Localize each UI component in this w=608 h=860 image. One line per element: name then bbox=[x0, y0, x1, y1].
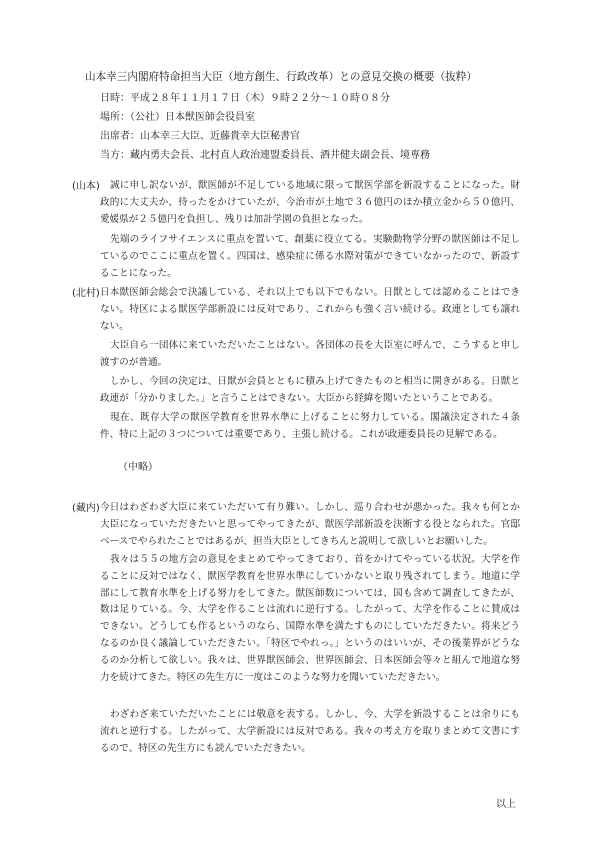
meeting-place: 場所：（公社）日本獣医師会役員室 bbox=[100, 112, 255, 123]
speaker-label-kitamura: (北村) bbox=[72, 288, 100, 299]
kitamura-paragraph-2: 大臣自ら一団体に来ていただいたことはない。各団体の長を大臣室に呼んで、こうすると申し渡すのが普通。 bbox=[100, 340, 520, 368]
kitamura-paragraph-1: 日本獣医師会総会で決議している、それ以上でも以下でもない。日獣としては認めることはできない。特区による獣医学部新設には反対であり、これからも強く言い続ける。政連としても譲れない。 bbox=[100, 287, 520, 332]
yamamoto-paragraph-1: 誠に申し訳ないが、獣医師が不足している地域に限って獣医学部を新設することになった。財政的に大丈夫か、待ったをかけていたが、今治市が土地で３６億円のほか積立金から５０億円、愛媛県が２５億円を負担し、残りは加計学園の負担となった。 bbox=[100, 180, 520, 225]
kurauchi-paragraph-3: わざわざ来ていただいたことには敬意を表する。しかし、今、大学を新設することは余りにも流れと逆行する。したがって、大学新設には反対である。我々の考え方を取りまとめて文書にするので、特区の先生方にも読んでいただきたい。 bbox=[100, 709, 520, 754]
meeting-datetime: 日時：平成２８年１１月１７日（木）９時２２分～１０時０８分 bbox=[100, 93, 390, 104]
kurauchi-paragraph-2: 我々は５５の地方会の意見をまとめてやってきており、首をかけてやっている状況。大学を作ることに反対ではなく、獣医学教育を世界水準にしていかないと取り残されてしまう。地道に学部にして教育水準を上げる努力をしてきた。獣医師数については、国も含めて調査してきたが、数は足りている。今、大学を作ることは流れに逆行する。したがって、大学を作ることに賛成はできない。どうしても作るというのなら、国際水準を満たすものにしていただきたい。将来どうなるのか良く議論していただきたい。「特区でやれっ。」というのはいいが、その後業界がどうなるのか分析して欲しい。我々は、世界獣医師会、世界医師会、日本医師会等々と組んで地道な努力を続けてきた。特区の先生方に一度はこのような努力を聞いていただきたい。 bbox=[100, 554, 520, 683]
closing-mark: 以上 bbox=[496, 799, 516, 810]
meeting-attendees: 出席者：山本幸三大臣、近藤貴幸大臣秘書官 bbox=[100, 131, 300, 142]
kitamura-paragraph-3: しかし、今回の決定は、日獣が会員とともに積み上げてきたものと相当に開きがある。日獣と政連が「分かりました。」と言うことはできない。大臣から経緯を聞いたということである。 bbox=[100, 376, 520, 404]
yamamoto-paragraph-2: 先端のライフサイエンスに重点を置いて、創薬に役立てる。実験動物学分野の獣医師は不足しているのでここに重点を置く。四国は、感染症に係る水際対策ができていなかったので、新設することになった。 bbox=[100, 234, 520, 279]
speaker-label-yamamoto: (山本) bbox=[72, 181, 100, 192]
speaker-label-kurauchi: (藏内) bbox=[72, 503, 100, 514]
kitamura-paragraph-4: 現在、既存大学の獣医学教育を世界水準に上げることに努力している。閣議決定された４条件、特に上記の３つについては重要であり、主張し続ける。これが政連委員長の見解である。 bbox=[100, 412, 520, 440]
omission-note: （中略） bbox=[118, 462, 158, 473]
document-title: 山本幸三内閣府特命担当大臣（地方創生、行政改革）との意見交換の概要（抜粋） bbox=[85, 71, 477, 83]
kurauchi-paragraph-1: 今日はわざわざ大臣に来ていただいて有り難い。しかし、巡り合わせが悪かった。我々も何とか大臣になっていただきたいと思ってやってきたが、獣医学部新設を決断する役となられた。官邸ベースでやられたことではあるが、担当大臣としてきちんと説明して欲しいとお願いした。 bbox=[100, 502, 520, 547]
meeting-our-side: 当方：藏内勇夫会長、北村直人政治連盟委員長、酒井健夫副会長、境専務 bbox=[100, 150, 430, 161]
